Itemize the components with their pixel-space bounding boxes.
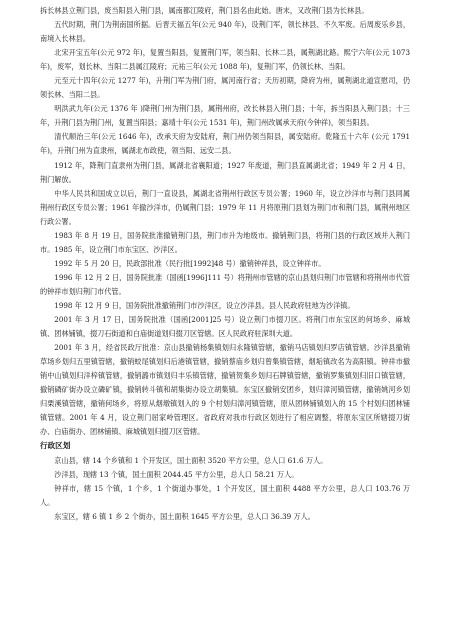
division-item: 沙洋县，现辖 13 个镇，国土面积 2044.45 平方公里，总人口 58.21 万人。 <box>54 469 299 479</box>
paragraph: 中华人民共和国成立以后，荆门一直设县，属湖北省荆州行政区专员公署；1960 年，设立沙洋市与荆门县同属荆州行政区专员公署；1961 年撤沙洋市，仍属荆门县；1979 年 11 月将原荆门县划为荆门市和荆门县，属荆州地区行政公署。 <box>40 188 410 226</box>
history-section <box>40 4 410 439</box>
section-heading: 行政区划 <box>40 441 71 451</box>
paragraph: 1912 年，降荆门直隶州为荆门县，属湖北省襄阳道；1927 年废道，荆门县直属湖北省；1949 年 2 月 4 日，荆门解放。 <box>40 160 410 184</box>
paragraph: 清代顺治三年(公元 1646 年)，改承天府为安陆府，荆门州仍领当阳县，属安陆府。乾隆五十六年 (公元 1791 年)，升荆门州为直隶州，属湖北布政使，领当阳、远安二县。 <box>40 132 410 156</box>
paragraph: 元至元十四年(公元 1277 年)，升荆门军为荆门府，属河南行省；天历初期，降府为州，属荆湖北道宣慰司，仍领长林、当阳二县。 <box>40 76 410 100</box>
paragraph: 拆长林县立荆门县，废当阳县入荆门县，属南都江陵府，荆门县名由此始。唐末，又改荆门县为长林县。 <box>40 6 369 15</box>
paragraph: 2001 年 3 月 17 日，国务院批准（国函[2001]25 号）设立荆门市掇刀区。将荆门市东宝区的何场乡、麻城镇、团林铺镇，掇刀石街道和白庙街道划归掇刀区管辖。区人民政府驻深圳大道。 <box>40 315 410 339</box>
paragraph: 2001 年 3 月，经省民政厅批准：京山县撤销杨集镇划归永隆镇管辖，撤销马店镇划归罗店镇管辖。沙洋县撤销草场乡划归五里镇管辖，撤销蛟尾镇划归后港镇管辖，撤销蔡庙乡划归曾集镇管辖，烟垢镇改名为高阳镇。钟祥市撤销中山镇划归洋梓镇管辖，撤销潞市镇划归丰乐镇管辖，撤销贺集乡划归石牌镇管辖，撤销罗集镇划归旧口镇管辖，撤销磷矿街办设立磷矿镇，撤销转斗镇和胡集街办设立胡集镇。东宝区撤销安团乡，划归漳河镇管辖，撤销姚河乡划归栗溪镇管辖，撤销何场乡，将原从烟墩镇划入的 9 个村划归漳河镇管辖，原从团林铺镇划入的 15 个村划归团林铺镇管辖。2001 年 4 月，设立荆门屈家岭管理区。省政府对我市行政区划进行了相应调整，将原东宝区所辖掇刀街办、白庙街办、团林铺镇、麻城镇划归掇刀区管辖。 <box>40 343 410 437</box>
paragraph: 1983 年 8 月 19 日，国务院批准撤销荆门县，荆门市升为地级市。撤销荆门县，将荆门县的行政区域并入荆门市。1985 年，设立荆门市东宝区、沙洋区。 <box>40 230 410 254</box>
division-item: 京山县，辖 14 个乡镇和 1 个开发区，国土面积 3520 平方公里，总人口 61.6 万人。 <box>54 455 328 465</box>
paragraph: 1992 年 5 月 20 日，民政部批准（民行批[1992]48 号）撤销钟祥县，设立钟祥市。 <box>54 258 326 268</box>
paragraph: 明洪武九年(公元 1376 年 )降荆门州为荆门县，属荆州府，改长林县入荆门县；十年，拆当阳县入荆门县；十三年，升荆门县为荆门州，复置当阳县；嘉靖十年(公元 1531 年)，荆门州改属承天府(今钟祥)，领当阳县。 <box>40 104 410 128</box>
division-item: 东宝区，辖 6 镇 1 乡 2 个街办，国土面积 1645 平方公里，总人口 36.39 万人。 <box>54 511 315 521</box>
division-section <box>40 439 410 523</box>
paragraph: 五代时期，荆门为荆南国所据。后晋天福五年(公元 940 年)，设荆门军，领长林县、不久军废。后周废乐乡县，南境入长林县。 <box>40 20 410 44</box>
paragraph: 1996 年 12 月 2 日，国务院批准（国函[1996]111 号）将荆州市管辖的京山县划归荆门市管辖和将荆州市代管的钟祥市划归荆门市代管。 <box>40 272 410 296</box>
paragraph: 北宋开宝五年(公元 972 年)，复置当阳县，复置荆门军，领当阳、长林二县，属荆湖北路。熙宁六年(公元 1073 年)，废军，划长林、当阳二县属江陵府；元祐三年(公元 1088 年)，复荆门军，仍领长林、当阳。 <box>40 48 410 72</box>
division-item: 钟祥市，辖 15 个镇，1 个乡，1 个街道办事处，1 个开发区，国土面积 4488 平方公里，总人口 103.76 万人。 <box>40 483 410 507</box>
paragraph: 1998 年 12 月 9 日，国务院批准撤销荆门市沙洋区，设立沙洋县。县人民政府驻地为沙洋镇。 <box>54 300 355 310</box>
